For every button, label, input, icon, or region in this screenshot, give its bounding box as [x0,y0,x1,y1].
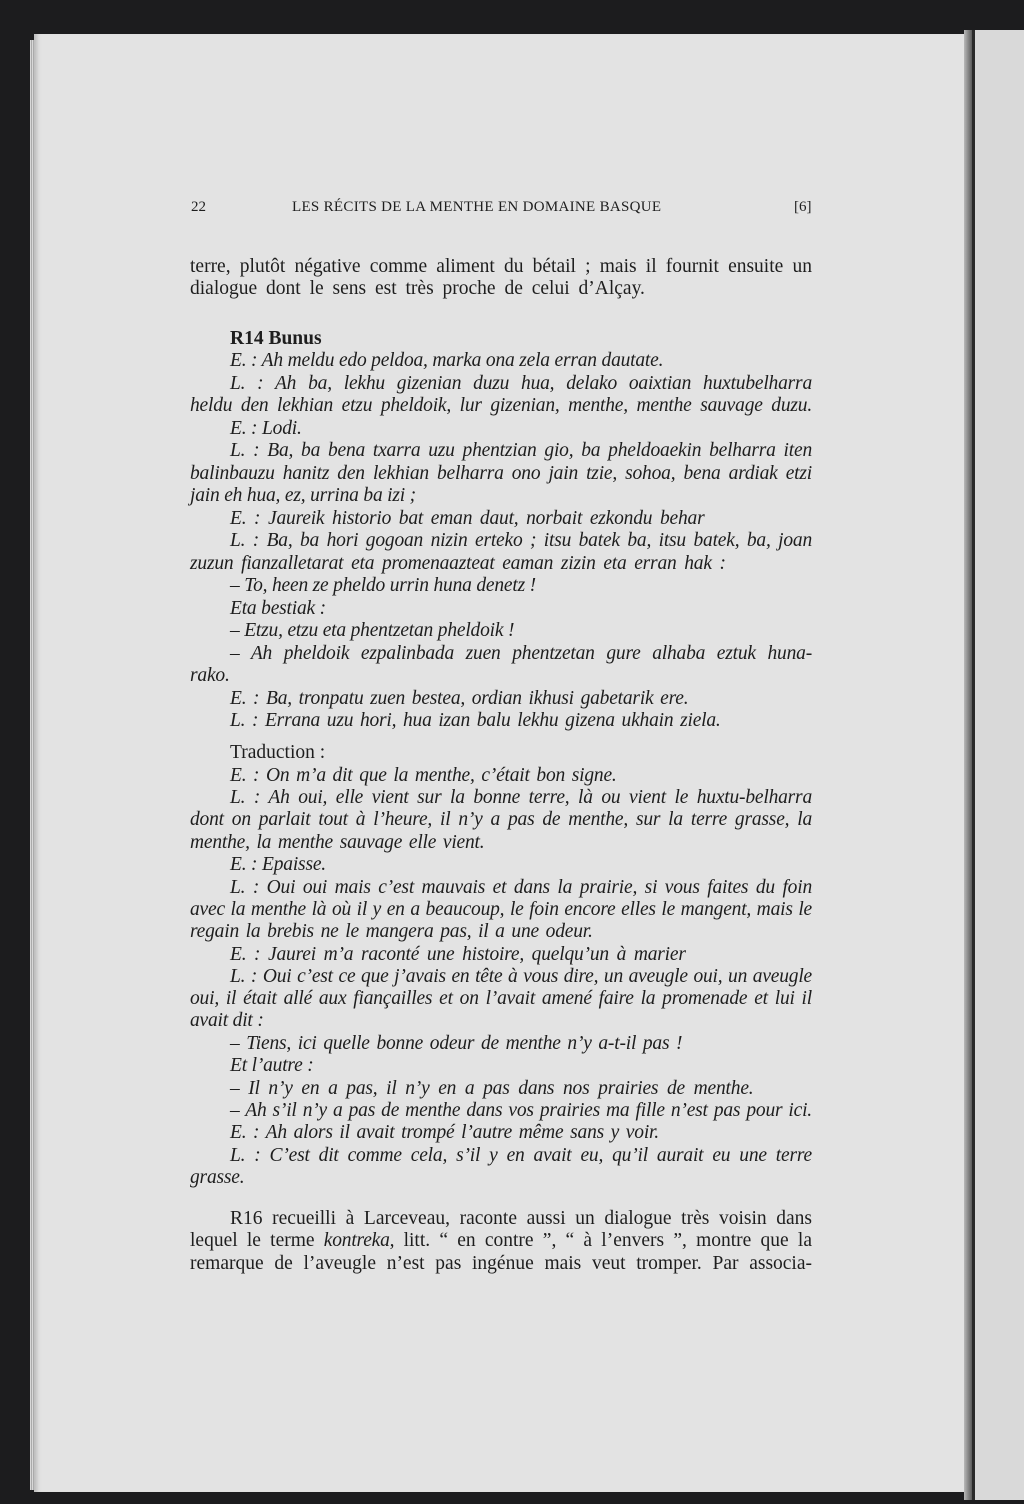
paragraph-line: dialogue dont le sens est très proche de celui d’Alçay. [190,278,645,299]
translation-heading: Traduction : [230,742,326,763]
dialogue-line: balinbauzu hanitz den lekhian belharra ono jain tzie, sohoa, bena ardiak etzi [190,463,812,484]
translation-line: Et l’autre : [230,1055,314,1076]
dialogue-line: E. : Ba, tronpatu zuen bestea, ordian ikhusi gabetarik ere. [230,688,689,709]
translation-line: L. : Oui oui mais c’est mauvais et dans la prairie, si vous faites du foin [230,877,812,898]
text-segment: litt. “ en contre ”, “ à l’envers ”, montre que la [394,1230,812,1251]
dialogue-line: jain eh hua, ez, urrina ba izi ; [190,485,416,506]
running-title: LES RÉCITS DE LA MENTHE EN DOMAINE BASQUE [292,199,662,215]
translation-line: E. : Jaurei m’a raconté une histoire, quelqu’un à marier [230,944,686,965]
dialogue-line: heldu den lekhian etzu pheldoik, lur gizenian, menthe, menthe sauvage duzu. [190,395,812,416]
dialogue-line: L. : Ba, ba hori gogoan nizin erteko ; itsu batek ba, itsu batek, ba, joan [230,530,812,551]
translation-line: – Tiens, ici quelle bonne odeur de menthe n’y a-t-il pas ! [230,1033,683,1054]
dialogue-line: L. : Ah ba, lekhu gizenian duzu hua, delako oaixtian huxtubelharra [230,373,812,394]
translation-line: E. : Epaisse. [230,854,326,875]
page-number: 22 [191,199,206,215]
translation-line: L. : Ah oui, elle vient sur la bonne terre, là ou vient le huxtu-belharra [230,787,812,808]
translation-line: – Il n’y en a pas, il n’y en a pas dans nos prairies de menthe. [230,1078,754,1099]
facing-page-edge [972,30,1024,1500]
text-segment: lequel le terme [190,1230,324,1251]
section-heading: R14 Bunus [230,328,322,349]
dialogue-line: L. : Ba, ba bena txarra uzu phentzian gio, ba pheldoaekin belharra iten [230,440,812,461]
dialogue-line: E. : Ah meldu edo peldoa, marka ona zela erran dautate. [230,350,664,371]
translation-line: L. : C’est dit comme cela, s’il y en avait eu, qu’il aurait eu une terre [230,1145,812,1166]
dialogue-line: E. : Jaureik historio bat eman daut, norbait ezkondu behar [230,508,705,529]
translation-line: – Ah s’il n’y a pas de menthe dans vos prairies ma fille n’est pas pour ici. [230,1100,812,1121]
translation-line: avait dit : [190,1010,264,1031]
paragraph-line: remarque de l’aveugle n’est pas ingénue mais veut tromper. Par associa- [190,1253,812,1274]
dialogue-line: rako. [190,665,230,686]
translation-line: avec la menthe là où il y en a beaucoup, le foin encore elles le mangent, mais le [190,899,812,920]
translation-line: menthe, la menthe sauvage elle vient. [190,832,485,853]
dialogue-line: E. : Lodi. [230,418,302,439]
paragraph-line: terre, plutôt négative comme aliment du bétail ; mais il fournit ensuite un [190,256,812,277]
dialogue-line: zuzun fianzalletarat eta promenaazteat eaman zizin eta erran hak : [190,553,726,574]
translation-line: dont on parlait tout à l’heure, il n’y a pas de menthe, sur la terre grasse, la [190,809,812,830]
translation-line: grasse. [190,1167,245,1188]
emphasized-term: kontreka, [323,1230,395,1251]
dialogue-line: – Ah pheldoik ezpalinbada zuen phentzetan gure alhaba eztuk huna- [230,643,812,664]
dialogue-line: – Etzu, etzu eta phentzetan pheldoik ! [230,620,515,641]
dialogue-line: – To, heen ze pheldo urrin huna denetz ! [230,575,536,596]
dialogue-line: L. : Errana uzu hori, hua izan balu lekhu gizena ukhain ziela. [230,710,721,731]
translation-line: E. : Ah alors il avait trompé l’autre même sans y voir. [230,1122,659,1143]
translation-line: L. : Oui c’est ce que j’avais en tête à vous dire, un aveugle oui, un aveugle [230,966,812,987]
translation-line: regain la brebis ne le mangera pas, il a une odeur. [190,921,593,942]
dialogue-line: Eta bestiak : [230,598,326,619]
paragraph-line [190,1230,812,1252]
translation-line: oui, il était allé aux fiançailles et on l’avait amené faire la promenade et lui il [190,988,812,1009]
paragraph-line: R16 recueilli à Larceveau, raconte aussi un dialogue très voisin dans [230,1208,812,1229]
section-number: [6] [794,199,812,215]
translation-line: E. : On m’a dit que la menthe, c’était bon signe. [230,765,617,786]
